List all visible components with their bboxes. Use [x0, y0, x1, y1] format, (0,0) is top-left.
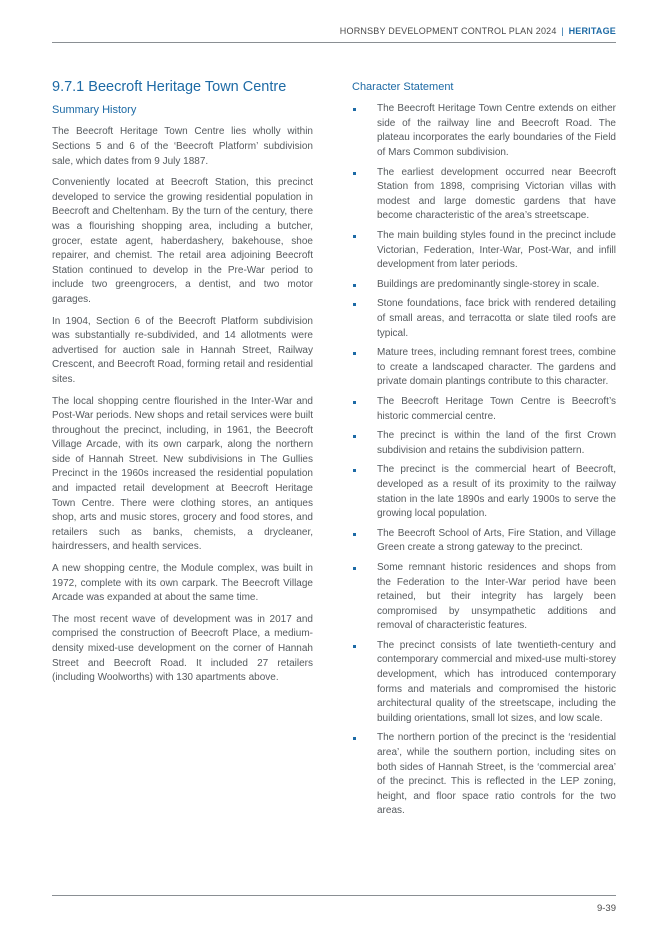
header-rule: [52, 42, 616, 43]
character-statement-heading: Character Statement: [352, 81, 454, 93]
header-separator: |: [561, 26, 564, 36]
list-item: [352, 639, 616, 727]
history-paragraph: Conveniently located at Beecroft Station, this precinct developed to service the growing residential population in Beecroft and Cheltenham. By the turn of the century, there was a flourishing shopping area, including a butcher, grocer, estate agent, haberdashery, bakehouse, shoe repairer, and chemist. The retail area adjoining Beecroft Station continued to develop in the Pre-War period to include two greengrocers, a dentist, and two motor garages.: [52, 177, 313, 305]
history-paragraph: The most recent wave of development was in 2017 and comprised the construction of Beecroft Place, a medium-density mixed-use development on the corner of Hannah Street and Beecroft Road. It included 27 retailers (including Woolworths) with 130 apartments above.: [52, 613, 313, 684]
bullet-text: Mature trees, including remnant forest trees, combine to create a landscaped character. The gardens and private domain plantings contribute to this character.: [377, 347, 616, 388]
character-bullet-list: [352, 102, 616, 819]
bullet-marker-icon: [353, 435, 356, 438]
bullet-marker-icon: [353, 645, 356, 648]
list-item: [352, 731, 616, 819]
bullet-text: The main building styles found in the precinct include Victorian, Federation, Inter-War, Post-War, and infill development from later periods.: [377, 230, 616, 271]
page-number: 9-39: [596, 903, 616, 914]
header-section: HERITAGE: [568, 26, 616, 36]
bullet-text: The Beecroft Heritage Town Centre extends on either side of the railway line and Beecroft Road. The plateau incorporates the early boundaries of the Field of Mars Common subdivision.: [377, 103, 616, 159]
left-column: [52, 78, 313, 693]
list-item: [352, 278, 616, 293]
bullet-marker-icon: [353, 108, 356, 111]
header-doc-title: HORNSBY DEVELOPMENT CONTROL PLAN 2024: [339, 26, 557, 36]
bullet-marker-icon: [353, 172, 356, 175]
bullet-text: The precinct is within the land of the first Crown subdivision and retains the subdivision pattern.: [377, 430, 616, 456]
history-paragraph: The local shopping centre flourished in the Inter-War and Post-War periods. New shops and retail services were built throughout the precinct, including, in 1961, the Beecroft Village Arcade, with its own carpark, along the northern side of Hannah Street. New subdivisions in The Gullies Precinct in the 1960s increased the residential population and impacted retail development at Beecroft Heritage Town Centre. There were clothing stores, an antiques shop, arts and music stores, grocery and food stores, and retailers such as banks, chemists, a drycleaner, hairdressers, and health services.: [52, 395, 313, 553]
bullet-text: The Beecroft School of Arts, Fire Station, and Village Green create a strong gateway to the precinct.: [377, 527, 616, 554]
bullet-text: Some remnant historic residences and shops from the Federation to the Inter-War period have been retained, but their integrity has largely been compromised by unsympathetic additions and removal of characteristic features.: [377, 561, 616, 632]
bullet-text: The northern portion of the precinct is the ‘residential area’, while the southern portion, including sites on both sides of Hannah Street, is the ‘commercial area’ of the precinct. This is reflected in the LEP zoning, height, and floor space ratio controls for the two areas.: [377, 732, 616, 817]
history-paragraph: The Beecroft Heritage Town Centre lies wholly within Sections 5 and 6 of the ‘Beecroft Platform’ subdivision sale, which dates from 9 July 1887.: [52, 126, 313, 167]
list-item: [352, 102, 616, 160]
bullet-text: The precinct is the commercial heart of Beecroft, developed as a result of its proximity to the railway station in the late 1890s and early 1900s to serve the growing local population.: [377, 464, 616, 520]
bullet-marker-icon: [353, 401, 356, 404]
bullet-text: The Beecroft Heritage Town Centre is Beecroft’s historic commercial centre.: [377, 395, 616, 422]
bullet-text: The earliest development occurred near Beecroft Station from 1898, comprising Victorian villas with modest and large domestic gardens that have become characteristic of the area’s streetscape.: [377, 166, 616, 222]
history-paragraph: A new shopping centre, the Module complex, was built in 1972, complete with its own carpark. The Beecroft Village Arcade was expanded at about the same time.: [52, 563, 313, 604]
list-item: [352, 229, 616, 273]
list-item: [352, 346, 616, 390]
bullet-marker-icon: [353, 352, 356, 355]
running-header: [340, 26, 616, 36]
list-item: [352, 561, 616, 634]
bullet-marker-icon: [353, 235, 356, 238]
section-title: 9.7.1 Beecroft Heritage Town Centre: [52, 79, 287, 95]
summary-history-heading: Summary History: [52, 104, 137, 117]
list-item: [352, 395, 616, 424]
bullet-text: Stone foundations, face brick with rendered detailing of small areas, and terracotta or slate tiled roofs are typical.: [377, 298, 616, 339]
bullet-marker-icon: [353, 567, 356, 570]
bullet-marker-icon: [353, 303, 356, 306]
list-item: [352, 429, 616, 458]
history-paragraph: In 1904, Section 6 of the Beecroft Platform subdivision was substantially re-subdivided, and 14 allotments were advertised for auction sale in Hannah Street, Railway Crescent, and Beecroft Road, forming retail and residential sites.: [52, 315, 313, 385]
bullet-text: The precinct consists of late twentieth-century and contemporary commercial and mixed-use multi-storey development, which has introduced contemporary forms and materials and compromised the historic architectural quality of the streetscape, including the building orientations, small lot sizes, and low scale.: [377, 639, 616, 724]
list-item: [352, 527, 616, 556]
list-item: [352, 463, 616, 521]
bullet-marker-icon: [353, 284, 356, 287]
bullet-text: Buildings are predominantly single-storey in scale.: [377, 278, 600, 290]
bullet-marker-icon: [353, 469, 356, 472]
bullet-marker-icon: [353, 533, 356, 536]
list-item: [352, 166, 616, 224]
bullet-marker-icon: [353, 737, 356, 740]
right-column: [352, 78, 616, 824]
list-item: [352, 297, 616, 341]
footer-rule: [52, 895, 616, 896]
